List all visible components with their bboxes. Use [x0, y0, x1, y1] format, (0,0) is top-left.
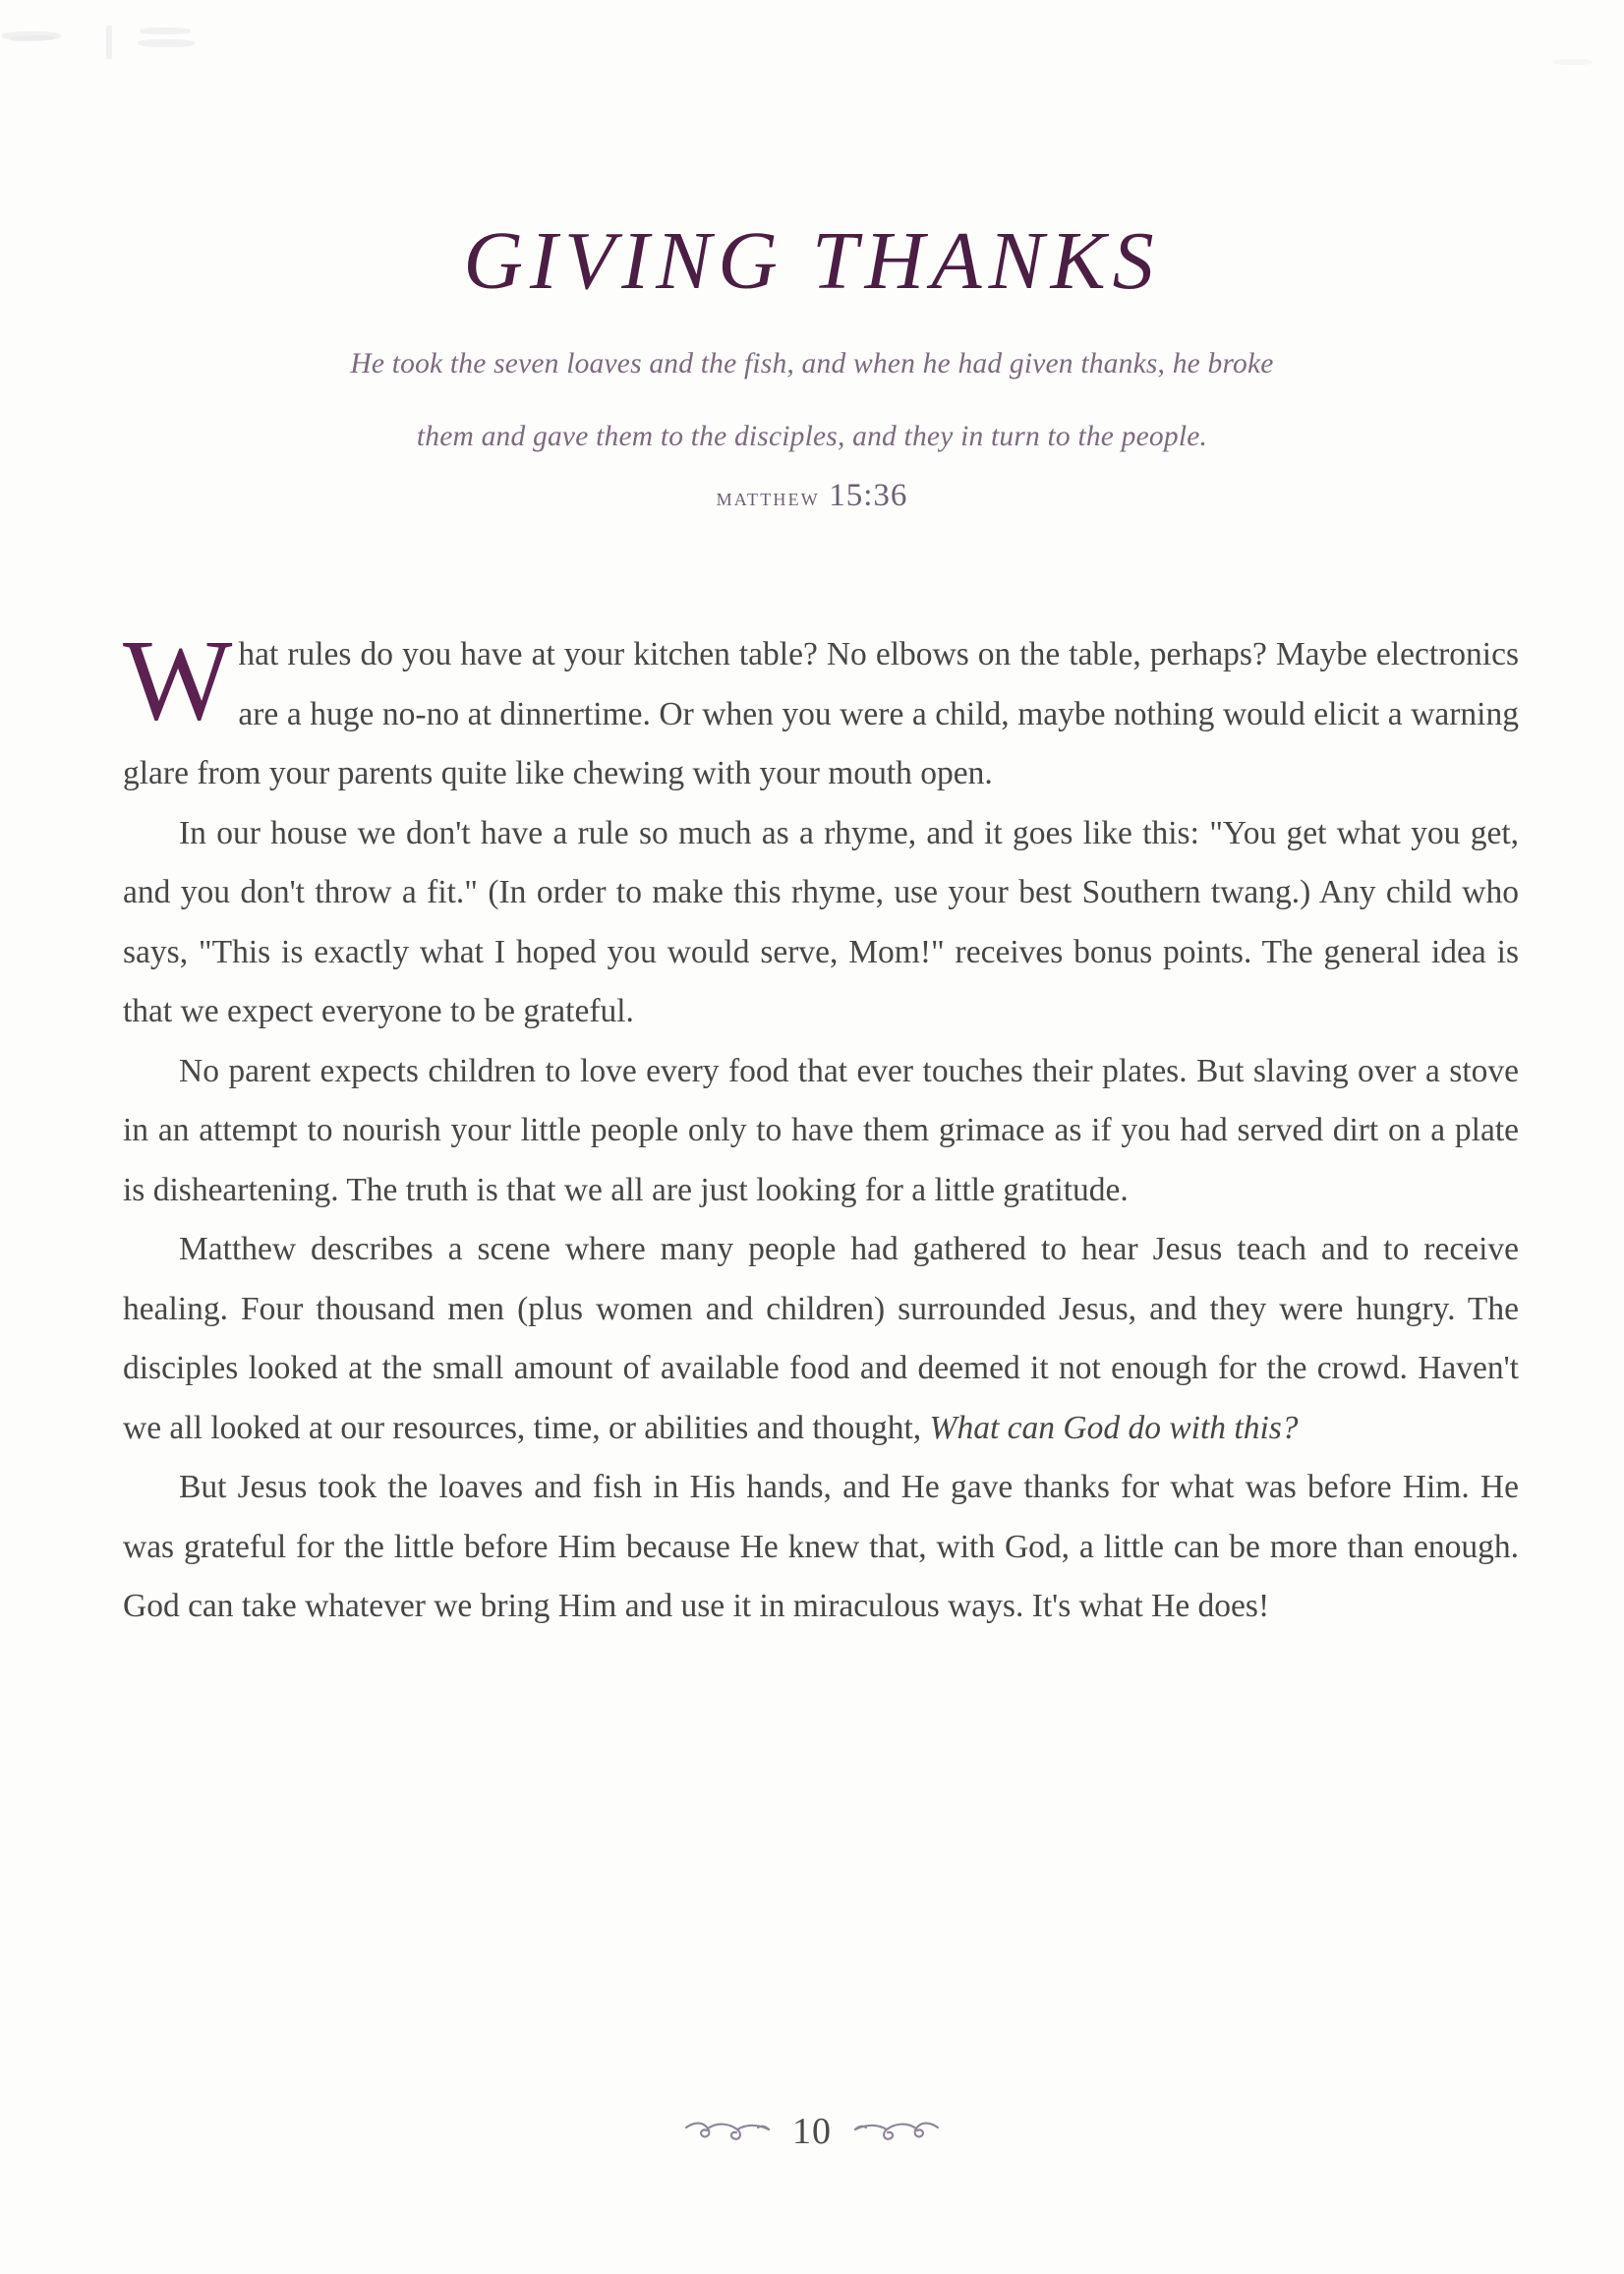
page-number: 10: [792, 2111, 832, 2152]
drop-cap-letter: W: [123, 615, 233, 744]
paragraph-5-text: But Jesus took the loaves and fish in His hands, and He gave thanks for what was before Him. He was grateful for the little before Him because He knew that, with God, a little can be more than enough. God can take whatever we bring Him and use it in miraculous ways. It's what He does!: [123, 1469, 1519, 1624]
flourish-ornament-icon: [851, 2115, 942, 2148]
epigraph-line-2: them and gave them to the disciples, and they in turn to the people.: [416, 421, 1208, 452]
paragraph-5: [123, 1458, 1519, 1637]
paragraph-3-text: No parent expects children to love every food that ever touches their plates. But slaving over a stove in an attempt to nourish your little people only to have them grimace as if you had served dirt on a plate is disheartening. The truth is that we all are just looking for a little gratitude.: [123, 1052, 1519, 1208]
scan-artifact: [106, 26, 112, 59]
body-text: [123, 615, 1519, 1637]
scan-artifact: [2, 31, 61, 40]
scan-artifact: [10, 34, 54, 42]
paragraph-4: [123, 1220, 1519, 1458]
page-footer: [0, 2110, 1624, 2153]
paragraph-3: [123, 1042, 1519, 1221]
paragraph-4-text: Matthew describes a scene where many people had gathered to hear Jesus teach and to receive healing. Four thousand men (plus women and children) surrounded Jesus, and they were hungry. The disciples looked at the small amount of available food and deemed it not enough for the crowd. Haven't we all looked at our resources, time, or abilities and thought,: [123, 1231, 1519, 1446]
epigraph-quote: [222, 327, 1402, 473]
scan-artifact: [140, 28, 191, 34]
scan-artifact: [138, 39, 195, 47]
flourish-ornament-icon: [682, 2115, 773, 2148]
attribution-book: matthew: [716, 483, 820, 511]
paragraph-1: [123, 615, 1519, 804]
paragraph-2-text: In our house we don't have a rule so much as a rhyme, and it goes like this: "You get what you get, and you don't throw a fit." (In order to make this rhyme, use your best Southern twang.) Any child who says, "This is exactly what I hoped you would serve, Mom!" receives bonus points. The general idea is that we expect everyone to be grateful.: [123, 814, 1519, 1029]
epigraph-line-1: He took the seven loaves and the fish, and when he had given thanks, he broke: [350, 348, 1274, 379]
attribution-verse: 15:36: [819, 478, 908, 513]
paragraph-2: [123, 804, 1519, 1042]
scripture-attribution: [0, 478, 1624, 514]
chapter-title: GIVING THANKS: [463, 215, 1161, 308]
scan-artifact: [1553, 59, 1593, 65]
paragraph-1-text: hat rules do you have at your kitchen table? No elbows on the table, perhaps? Maybe electronics are a huge no-no at dinnertime. Or when you were a child, maybe nothing would elicit a warning glare from your parents quite like chewing with your mouth open.: [123, 636, 1519, 791]
paragraph-4-emphasis: What can God do with this?: [929, 1409, 1299, 1446]
